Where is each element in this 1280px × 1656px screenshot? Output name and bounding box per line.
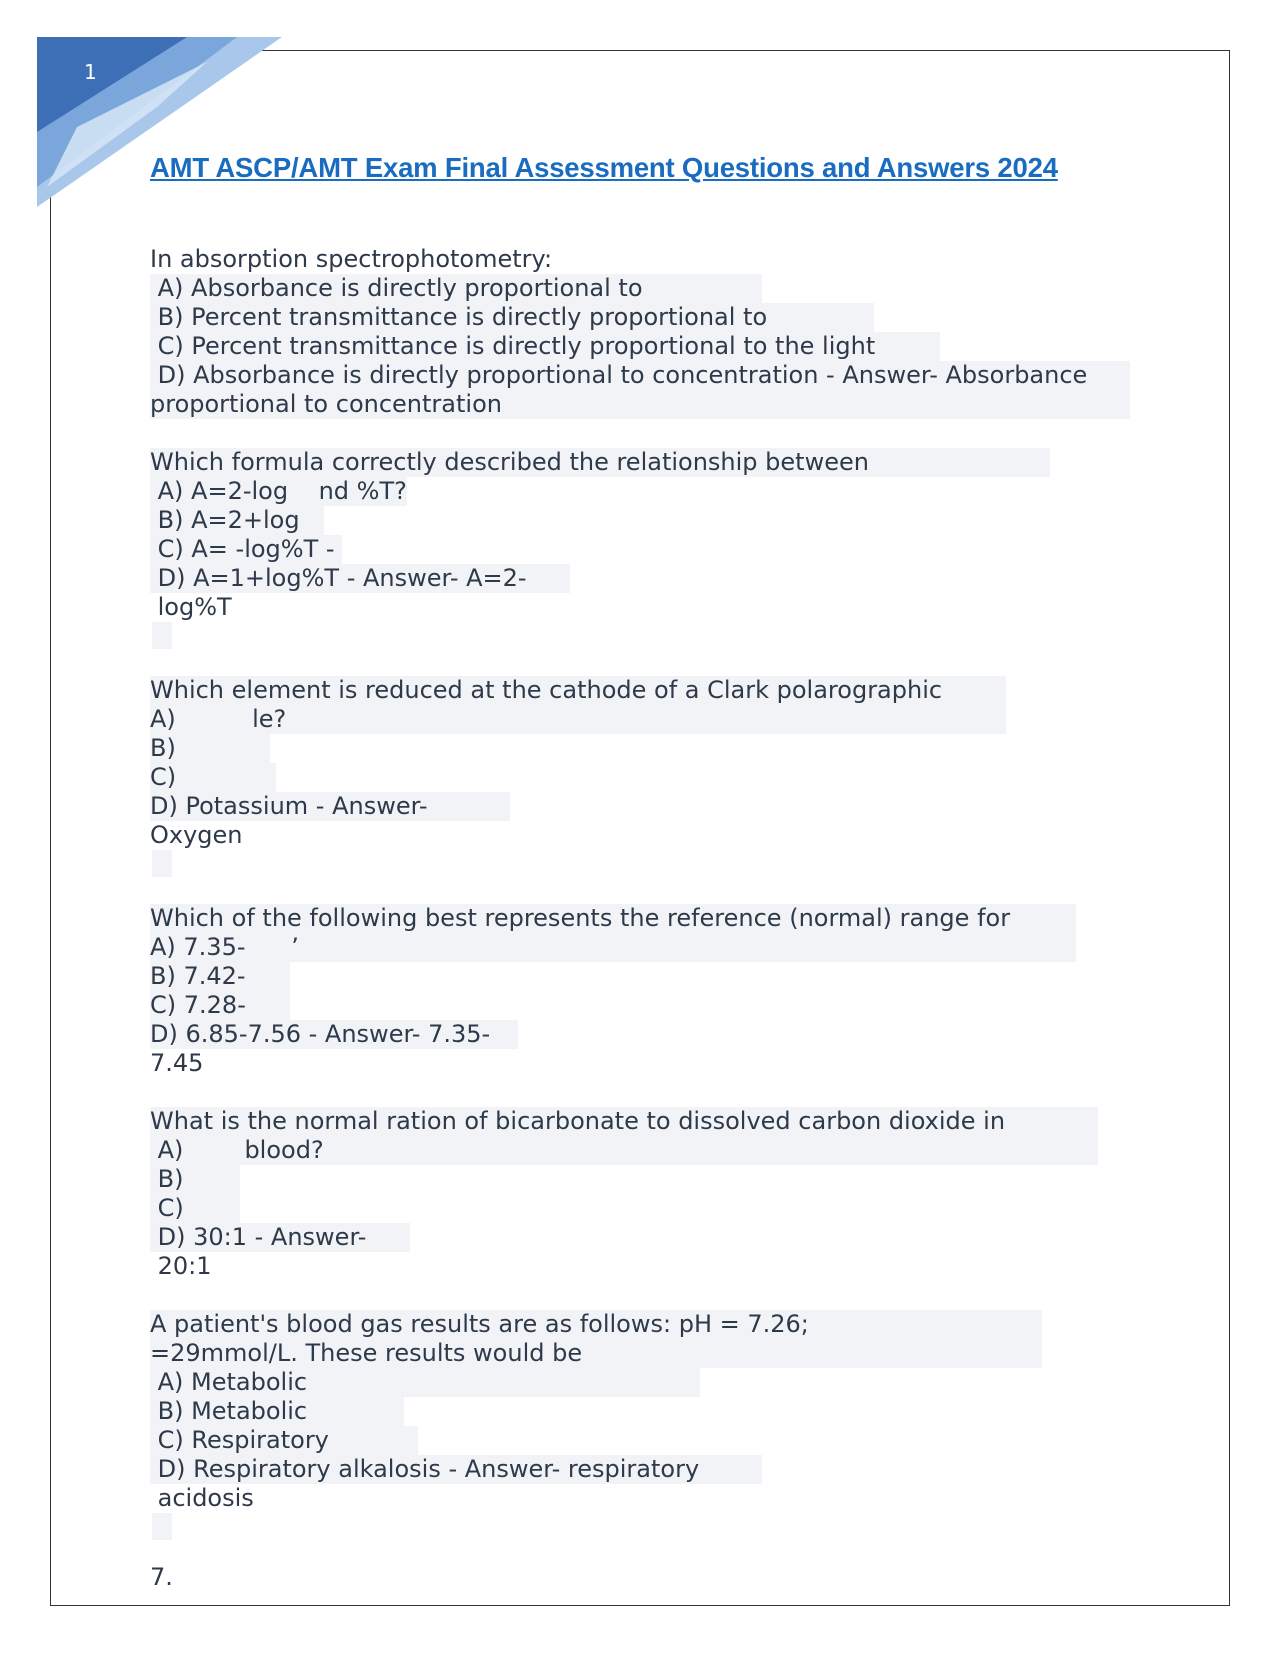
question-line: D) 6.85-7.56 - Answer- 7.35-	[150, 1020, 1150, 1049]
question-line: C) 7.28-	[150, 991, 1150, 1020]
question-line: A) A=2-log nd %T?	[150, 477, 407, 505]
question-line: C)	[150, 763, 1150, 792]
question-line: A) 7.35- ʼ	[150, 933, 1150, 962]
question-block	[150, 676, 1150, 877]
question-line: log%T	[150, 593, 232, 621]
question-line: B)	[150, 734, 1150, 763]
question-line: A patient's blood gas results are as follows: pH = 7.26;	[150, 1310, 1150, 1339]
question-line: D) Respiratory alkalosis - Answer- respiratory	[150, 1455, 1150, 1484]
question-line: 7.45	[150, 1049, 204, 1077]
highlight-spacer	[152, 850, 172, 877]
question-line: C) Percent transmittance is directly proportional to the light	[150, 332, 1150, 361]
question-line: C)	[150, 1194, 1150, 1223]
question-block	[150, 1107, 1150, 1281]
question-line: A) blood?	[150, 1136, 1150, 1165]
page-number: 1	[84, 60, 97, 84]
question-line: C) A= -log%T -	[150, 535, 1150, 564]
question-block	[150, 904, 1150, 1078]
document-title[interactable]: AMT ASCP/AMT Exam Final Assessment Questions and Answers 2024	[150, 152, 1058, 183]
question-line: B) A=2+log	[150, 506, 1150, 535]
document-content	[150, 245, 1150, 1592]
question-line: Which formula correctly described the relationship between	[150, 448, 1150, 477]
question-line: 20:1	[150, 1252, 212, 1280]
question-line: D) A=1+log%T - Answer- A=2-	[150, 564, 1150, 593]
highlight-spacer	[152, 622, 172, 649]
question-line: =29mmol/L. These results would be	[150, 1339, 1150, 1368]
question-line: What is the normal ration of bicarbonate to dissolved carbon dioxide in	[150, 1107, 1150, 1136]
question-block	[150, 1310, 1150, 1540]
question-line: B)	[150, 1165, 1150, 1194]
question-block	[150, 245, 1150, 419]
question-line: B) Percent transmittance is directly proportional to	[150, 303, 1150, 332]
question-line: proportional to concentration	[150, 390, 1150, 419]
question-line: A) le?	[150, 705, 1150, 734]
question-line: Which element is reduced at the cathode of a Clark polarographic	[150, 676, 1150, 705]
question-line: B) Metabolic	[150, 1397, 1150, 1426]
question-line: A) Absorbance is directly proportional to	[150, 274, 1150, 303]
question-line: Which of the following best represents the reference (normal) range for	[150, 904, 1150, 933]
question-line: acidosis	[150, 1484, 254, 1512]
trailing-number: 7.	[150, 1563, 173, 1591]
question-line: D) 30:1 - Answer-	[150, 1223, 1150, 1252]
highlight-spacer	[152, 1513, 172, 1540]
question-line: D) Potassium - Answer-	[150, 792, 1150, 821]
question-line: In absorption spectrophotometry:	[150, 245, 553, 273]
question-line: B) 7.42-	[150, 962, 1150, 991]
question-block	[150, 448, 1150, 649]
question-line: C) Respiratory	[150, 1426, 1150, 1455]
question-line: A) Metabolic	[150, 1368, 1150, 1397]
question-line: Oxygen	[150, 821, 243, 849]
question-line: D) Absorbance is directly proportional to concentration - Answer- Absorbance	[150, 361, 1150, 390]
